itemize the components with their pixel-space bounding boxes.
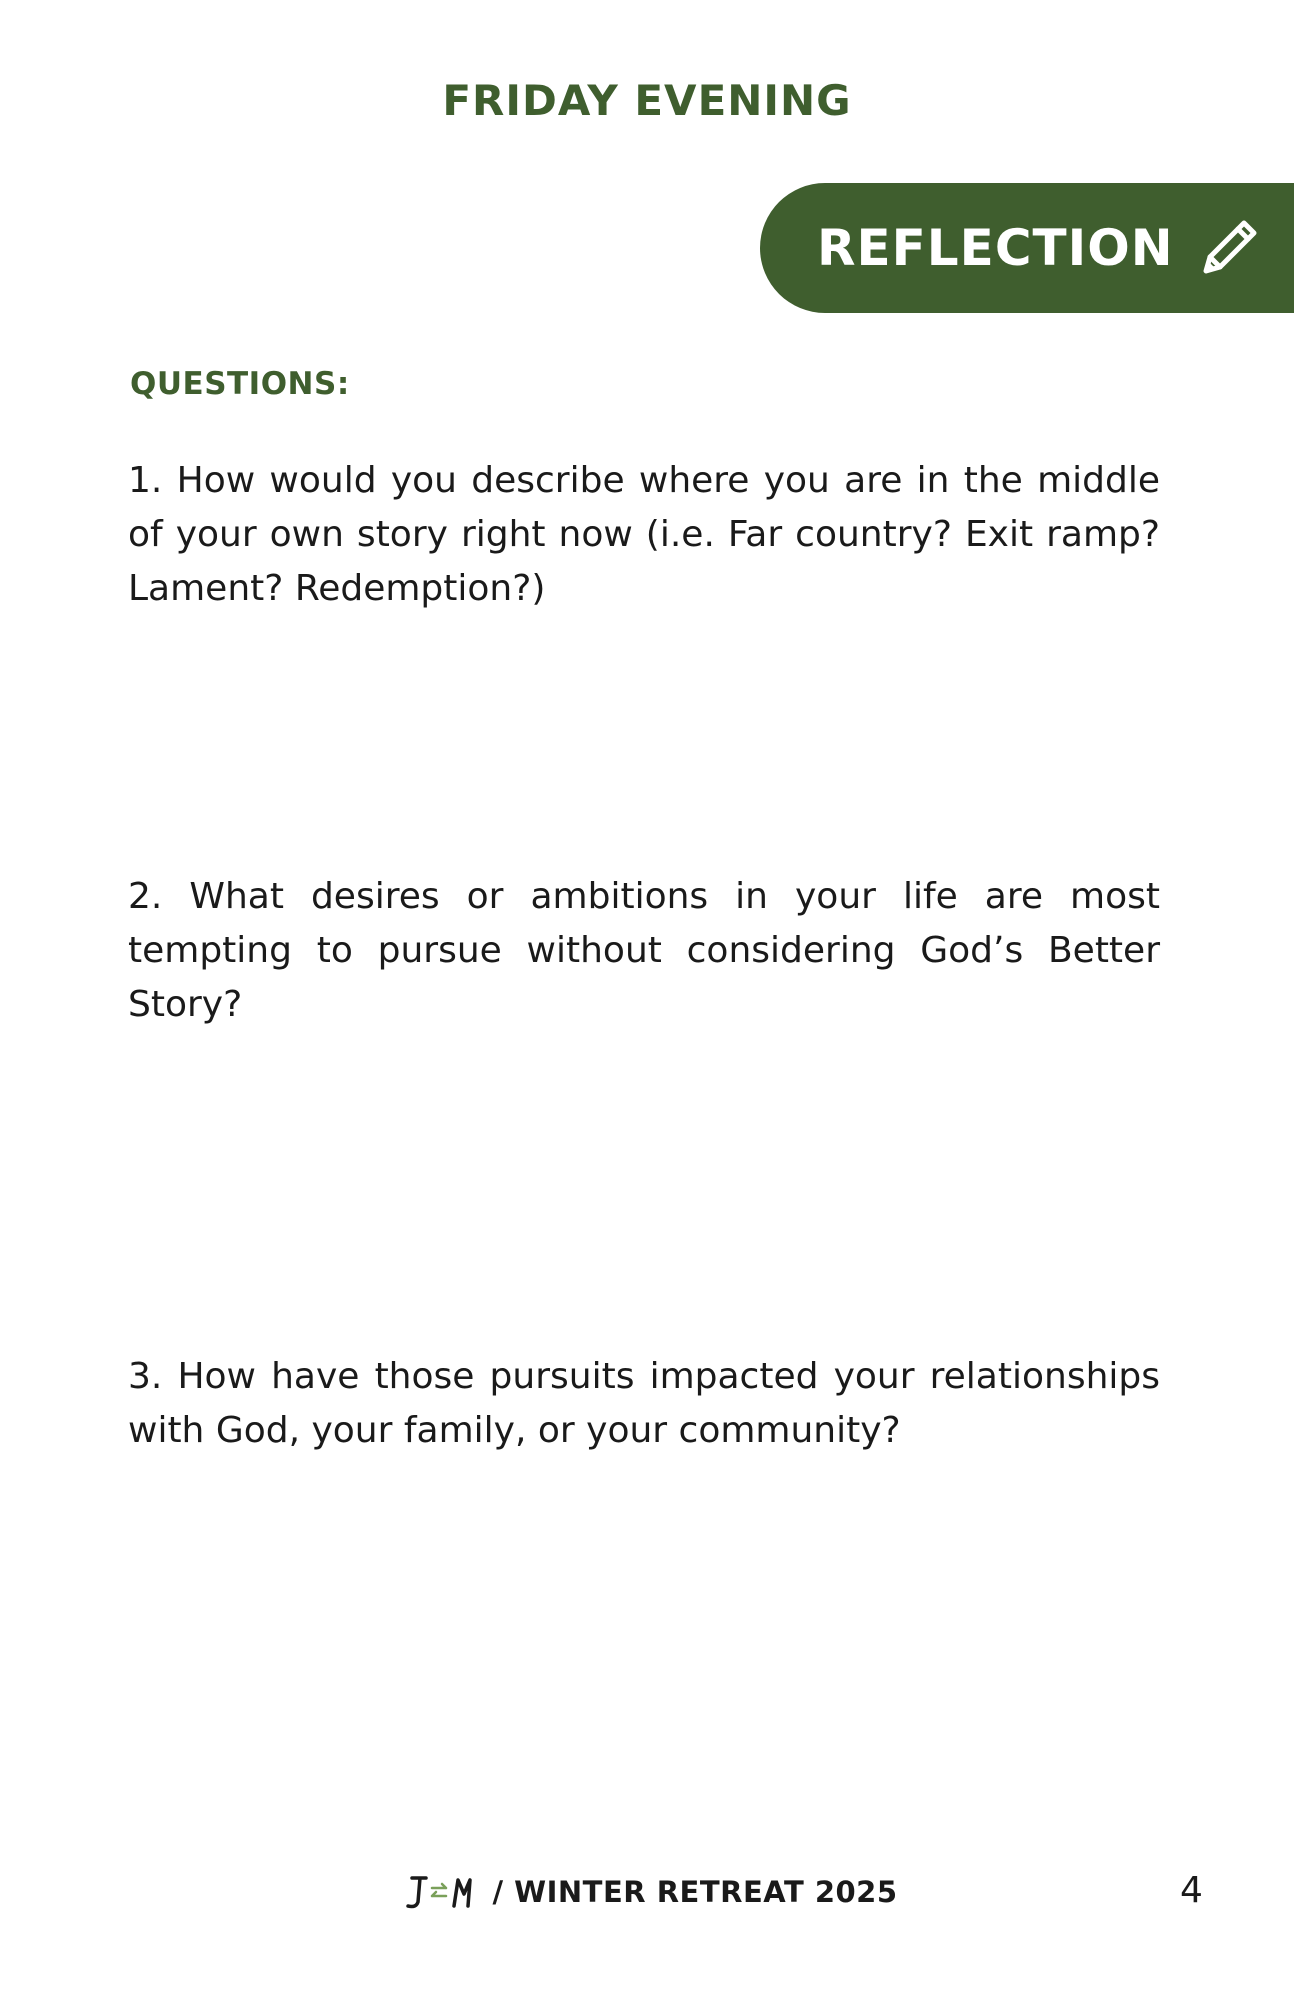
page-number: 4 <box>1180 1870 1203 1911</box>
footer-text: / WINTER RETREAT 2025 <box>492 1875 898 1909</box>
page-title: FRIDAY EVENING <box>442 76 852 125</box>
question-2: 2. What desires or ambitions in your life are most tempting to pursue without considering God’s Better Story? <box>128 876 1160 1025</box>
pencil-icon <box>1194 213 1264 283</box>
jm-logo <box>396 1870 482 1914</box>
reflection-banner <box>760 183 1294 313</box>
footer <box>0 1870 1294 1914</box>
question-3: 3. How have those pursuits impacted your relationships with God, your family, or your community? <box>128 1356 1160 1451</box>
question-1: 1. How would you describe where you are in the middle of your own story right now (i.e. Far country? Exit ramp? Lament? Redemption?) <box>128 460 1160 609</box>
questions-heading: QUESTIONS: <box>130 366 350 402</box>
banner-label: REFLECTION <box>817 219 1174 277</box>
